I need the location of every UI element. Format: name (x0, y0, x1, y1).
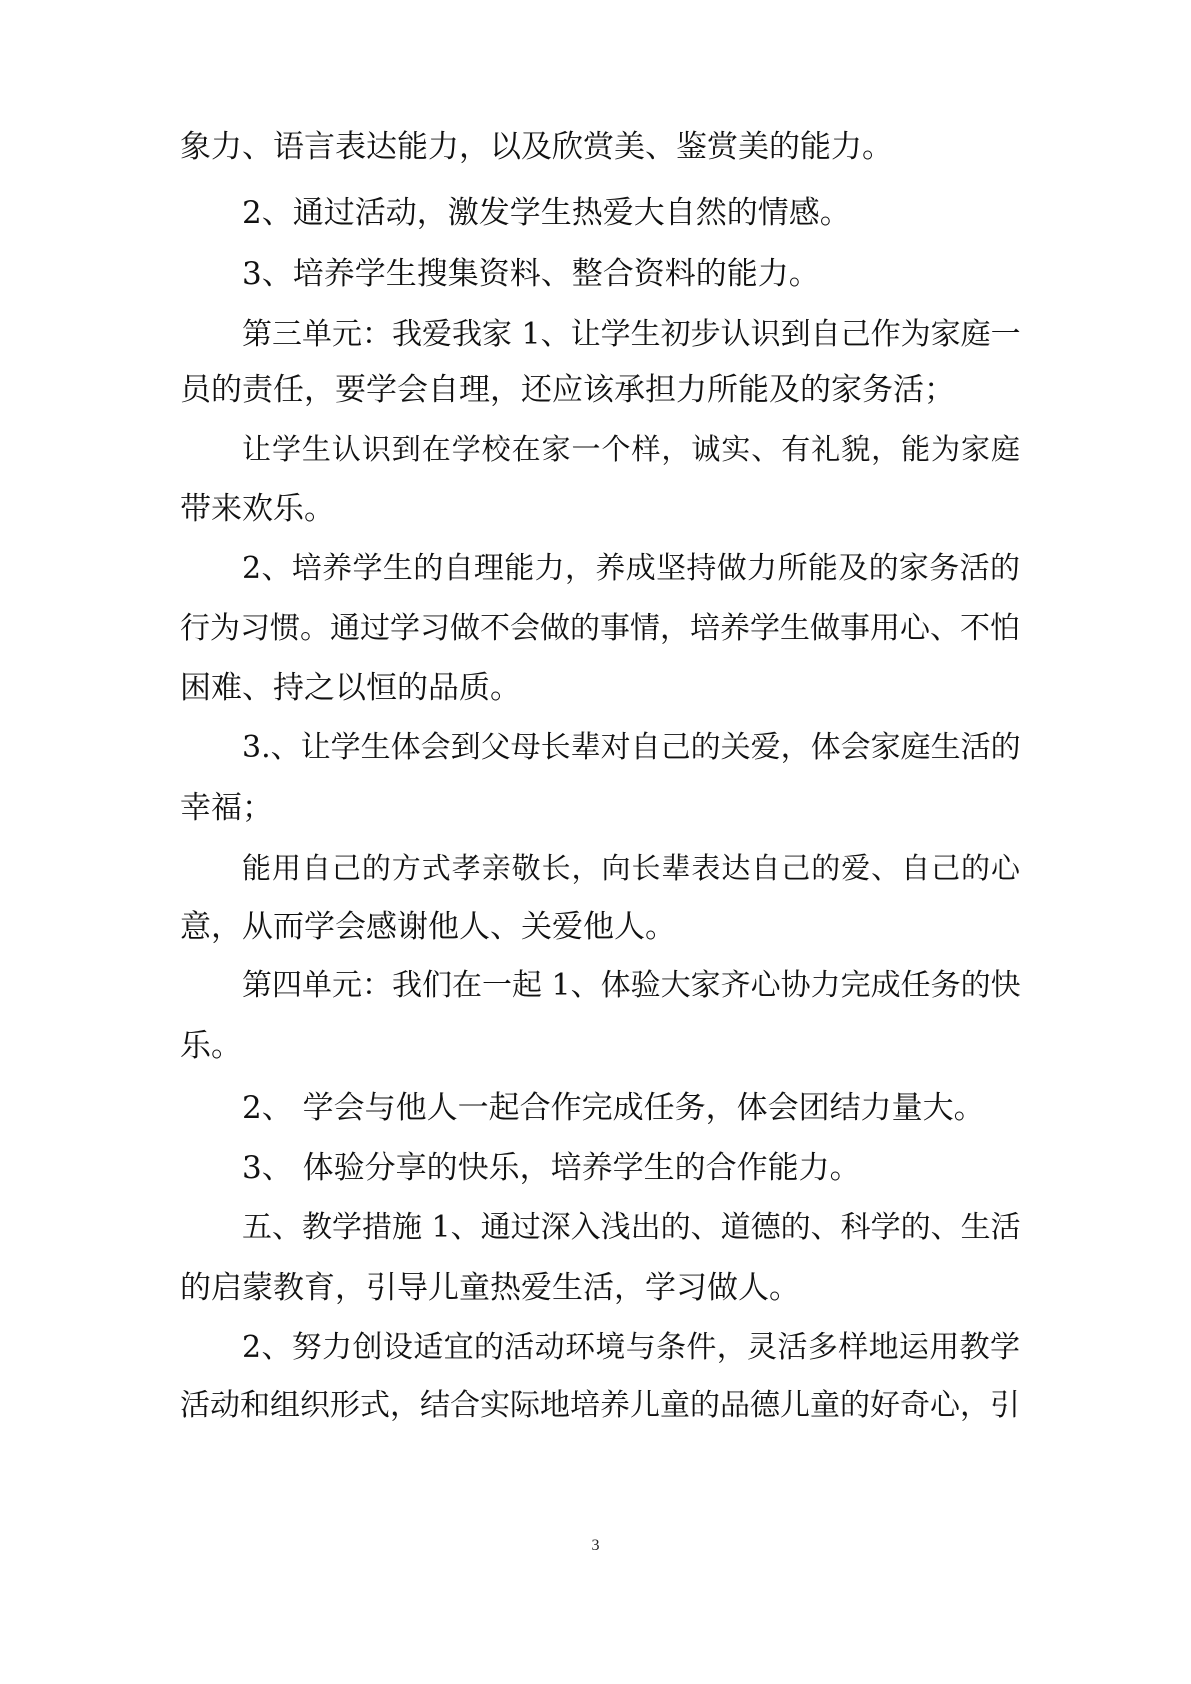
text-line: 第四单元：我们在一起 1、体验大家齐心协力完成任务的快 (242, 968, 1021, 1003)
text-line: 2、通过活动，激发学生热爱大自然的情感。 (242, 195, 851, 231)
text-line: 3.、让学生体会到父母长辈对自己的关爱，体会家庭生活的 (242, 730, 1021, 765)
text-line: 五、教学措施 1、通过深入浅出的、道德的、科学的、生活 (242, 1210, 1021, 1245)
text-line: 3、培养学生搜集资料、整合资料的能力。 (242, 256, 820, 292)
text-line: 带来欢乐。 (180, 491, 335, 527)
text-line: 2、努力创设适宜的活动环境与条件，灵活多样地运用教学 (242, 1330, 1020, 1365)
text-line: 困难、持之以恒的品质。 (180, 670, 521, 706)
text-line: 乐。 (180, 1028, 242, 1064)
text-line: 2、 学会与他人一起合作完成任务，体会团结力量大。 (242, 1090, 985, 1126)
text-line: 让学生认识到在学校在家一个样，诚实、有礼貌，能为家庭 (242, 432, 1020, 466)
text-line: 2、培养学生的自理能力，养成坚持做力所能及的家务活的 (242, 551, 1020, 586)
text-line: 象力、语言表达能力，以及欣赏美、鉴赏美的能力。 (180, 129, 893, 165)
text-line: 员的责任，要学会自理，还应该承担力所能及的家务活； (180, 372, 955, 408)
text-line: 3、 体验分享的快乐，培养学生的合作能力。 (242, 1150, 861, 1186)
page-number: 3 (591, 1537, 600, 1554)
text-line: 的启蒙教育，引导儿童热爱生活，学习做人。 (180, 1270, 800, 1306)
text-line: 幸福； (180, 790, 273, 826)
text-line: 意，从而学会感谢他人、关爱他人。 (180, 909, 676, 945)
text-line: 活动和组织形式，结合实际地培养儿童的品德儿童的好奇心，引 (180, 1388, 1020, 1423)
text-line: 能用自己的方式孝亲敬长，向长辈表达自己的爱、自己的心 (242, 851, 1020, 885)
text-line: 行为习惯。通过学习做不会做的事情，培养学生做事用心、不怕 (180, 611, 1020, 646)
text-line: 第三单元：我爱我家 1、让学生初步认识到自己作为家庭一 (242, 317, 1021, 352)
